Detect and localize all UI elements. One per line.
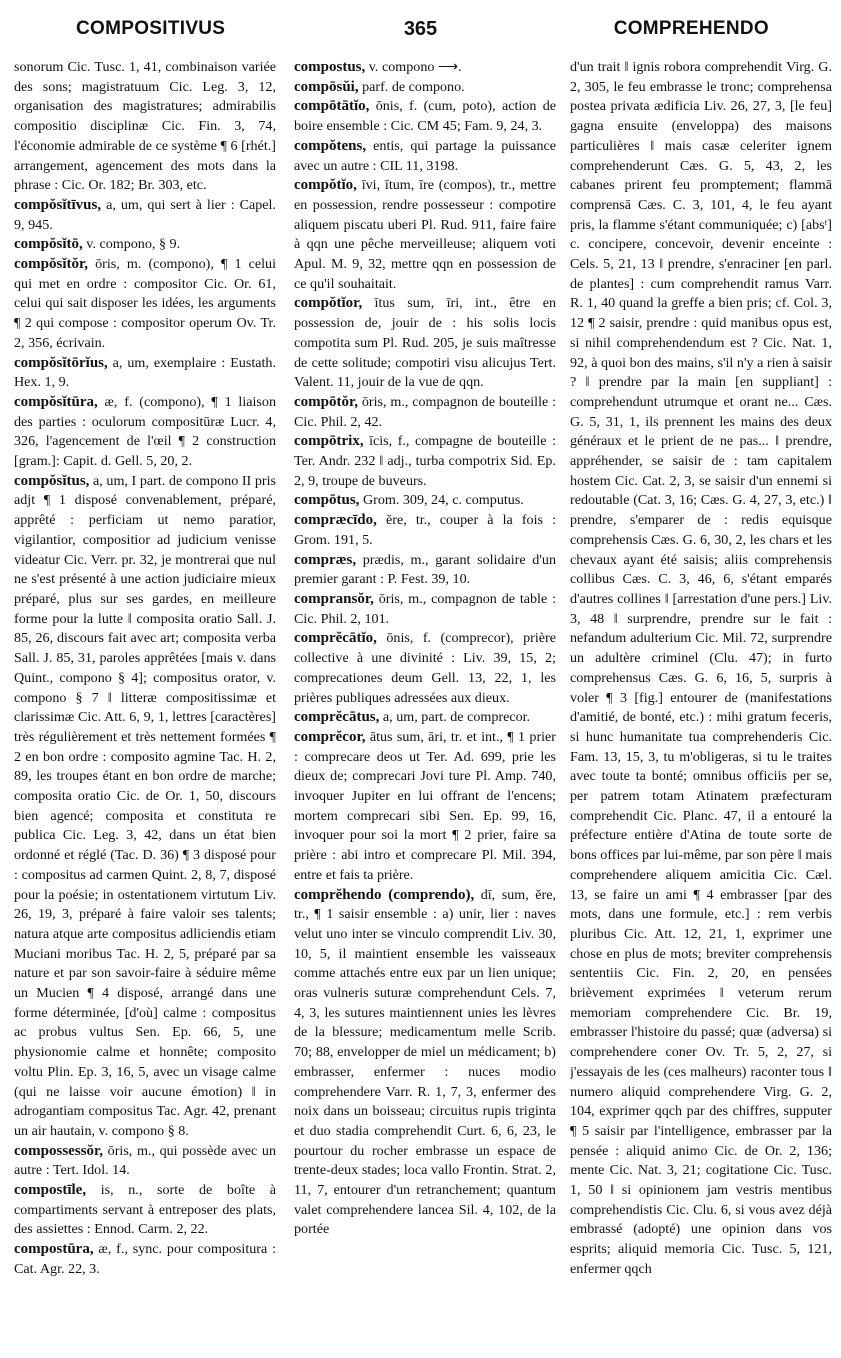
headword: compræs, [294, 551, 357, 568]
headword: compōtātĭo, [294, 98, 370, 115]
column-3 [570, 58, 832, 1348]
headword: comprĕcātus, [294, 709, 380, 726]
headword: compōsŭi, [294, 78, 359, 95]
dictionary-entry [294, 708, 556, 728]
dictionary-entry [294, 886, 556, 1241]
headword: compŏsĭtīvus, [14, 196, 102, 213]
dictionary-entry [294, 629, 556, 708]
entry-continuation [570, 58, 832, 1280]
headword: compŏtĭo, [294, 177, 357, 194]
headword: compōtŏr, [294, 393, 359, 410]
dictionary-entry [294, 728, 556, 886]
entry-text: Grom. 309, 24, c. computus. [359, 492, 524, 509]
entry-text: ĕre, tr., couper à la fois : Grom. 191, 5. [294, 512, 556, 548]
headword: compōtus, [294, 492, 360, 509]
headword: compŏsĭtūra, [14, 393, 98, 410]
dictionary-entry [294, 551, 556, 590]
headword: comprĕcātĭo, [294, 630, 377, 647]
entry-text: dī, sum, ĕre, tr., ¶ 1 saisir ensemble : a) unir, lier : naves velut uno inter se vinculo comprendit Liv. 30, 10, 5, il maintient ensemble les vaisseaux comme attachés entre eux par un lien unique; oras vulneris suturæ comprehendunt Cels. 7, 4, 3, les sutures maintiennent unies les lèvres de la blessure; medicamentum melle Scrib. 70; 88, envelopper de miel un médicament; b) embrasser, enfermer : nuces modio comprehendere Varr. R. 1, 7, 3, enfermer des noix dans un boisseau; circuitus rupis triginta et duo stadia comprehendit Curt. 6, 6, 23, le pourtour du rocher embrasse un espace de trente-deux stades; loca vallo Frontin. Strat. 2, 11, 7, entourer d'un retranchement; quantum valet comprehendere lancea Sil. 4, 102, de la portée [294, 886, 556, 1238]
headword: compossessŏr, [14, 1142, 104, 1159]
entry-text: ītus sum, īri, int., être en possession de, jouir de : his solis locis compotita sum Pl. Rud. 205, je suis maîtresse de cette solitude; compotiri visu alicujus Tert. Valent. 11, jouir de la vue de qqn. [294, 295, 556, 391]
entry-text: ōnis, f. (comprecor), prière collective à une divinité : Liv. 39, 15, 2; comprecationes deum Gell. 13, 22, 1, les prières publiques adressées aux dieux. [294, 630, 556, 706]
headword: compŏsĭtŏr, [14, 256, 89, 273]
dictionary-entry [294, 590, 556, 629]
headword: comprĕcor, [294, 728, 366, 745]
dictionary-entry [14, 1240, 276, 1279]
entry-text: ātus sum, āri, tr. et int., ¶ 1 prier : comprecare deos ut Ter. Ad. 699, prie les dieux de; comprecari Jovi ture Pl. Amp. 740, invoquer Jupiter en lui offrant de l'encens; mortem comprecari sibi Sen. Ep. 99, 16, invoquer pour soi la mort ¶ 2 prier, faire sa prière : abi intro et comprecare Pl. Mil. 394, entre et fais ta prière. [294, 728, 556, 883]
dictionary-entry [294, 58, 556, 78]
entry-text: is, n., sorte de boîte à compartiments servant à entreposer des plats, des assiettes : Ennod. Carm. 2, 22. [14, 1182, 276, 1238]
dictionary-entry [14, 1142, 276, 1181]
entry-text: parf. de compono. [358, 78, 465, 95]
entry-text: a, um, exemplaire : Eustath. Hex. 1, 9. [14, 354, 276, 391]
headword: compostus, [294, 59, 366, 75]
page-header [0, 14, 841, 50]
entry-text: æ, f., sync. pour compositura : Cat. Agr. 22, 3. [14, 1241, 276, 1277]
headword: compræcīdo, [294, 512, 377, 529]
entry-text: æ, f. (compono), ¶ 1 liaison des parties : oculorum compositūræ Lucr. 4, 326, l'agencement de l'œil ¶ 2 construction [gram.]: Capit. d. Gell. 5, 20, 2. [14, 393, 276, 470]
entry-text: ōnis, f. (cum, poto), action de boire ensemble : Cic. CM 45; Fam. 9, 24, 3. [294, 98, 556, 135]
headword: compōtrix, [294, 433, 364, 450]
headword: compransŏr, [294, 590, 374, 607]
dictionary-entry [294, 491, 556, 511]
dictionary-entry [294, 294, 556, 393]
headword: compŏsĭtō, [14, 236, 83, 253]
headword: comprĕhendo (comprendo), [294, 886, 475, 903]
dictionary-entry [294, 97, 556, 136]
dictionary-entry [14, 393, 276, 472]
dictionary-entry [294, 432, 556, 491]
page-number: 365 [403, 18, 438, 40]
entry-text: v. compono, § 9. [82, 236, 181, 253]
dictionary-entry [294, 511, 556, 550]
dictionary-entry [294, 393, 556, 432]
entry-text: ōris, m., compagnon de table : Cic. Phil. 2, 101. [294, 590, 556, 627]
running-head-right: COMPREHENDO [613, 18, 769, 39]
entry-text: īvi, ītum, īre (compos), tr., mettre en possession, rendre possesseur : compotire aliquem piscatu uberi Pl. Rud. 911, faire faire à qqn une pêche merveilleuse; aliquem voti Apul. M. 9, 32, mettre qqn en possession de ce qu'il souhaitait. [294, 177, 556, 292]
entry-text: ōris, m., compagnon de bouteille : Cic. Phil. 2, 42. [294, 393, 556, 430]
dictionary-entry [294, 176, 556, 294]
entry-text: a, um, part. de comprecor. [379, 709, 531, 726]
running-head-left: COMPOSITIVUS [76, 18, 226, 39]
entry-text: prædis, m., garant solidaire d'un premier garant : P. Fest. 39, 10. [294, 551, 556, 588]
entry-text: ōris, m. (compono), ¶ 1 celui qui met en ordre : compositor Cic. Or. 61, celui qui sait disposer les idées, les arguments ¶ 2 qui compose : compositor operum Ov. Tr. 2, 356, écrivain. [14, 256, 276, 351]
headword: compŏsĭtus, [14, 472, 90, 489]
entry-text: d'un trait ‖ ignis robora comprehendit Virg. G. 2, 305, le feu embrasse le tronc; comprehensa postea privata ædificia Liv. 26, 27, 3, [le feu] gagna ensuite (enveloppa) des maisons particulières ‖ mais casæ celeriter ignem comprehenderunt Cæs. G. 5, 43, 2, les cabanes prirent feu promptement; flammā comprensā Cæs. C. 3, 101, 4, le feu ayant pris, la flamme s'étant communiquée; c) [absᵗ] c. concipere, concevoir, devenir enceinte : Cels. 5, 21, 13 ‖ prendre, s'enraciner [en parl. de plantes] : cum comprehendit ramus Varr. R. 1, 40 quand la greffe a bien pris; cf. Col. 3, 12 ¶ 2 saisir, prendre : quid manibus opus est, si nihil comprehendendum est ? Cic. Nat. 1, 92, à quoi bon des mains, s'il n'y a rien à saisir ? ‖ prendre par la main [en suppliant] : comprehendunt utrumque et orant ne... Cæs. G. 5, 31, 1, ils prennent les mains des deux généraux et le prient de ne pas... ‖ prendre, appréhender, se saisir de : tam capitalem hostem Cic. Cat. 2, 3, se saisir d'un ennemi si redoutable (Cat. 3, 16; Cæs. G. 4, 27, 3, etc.) ‖ prendre, s'emparer de : redis equisque comprehensis Cæs. G. 6, 30, 2, les chars et les chevaux ayant été saisis; aliis comprehensis collibus Cæs. C. 3, 46, 6, s'étant emparés d'autres collines ‖ [arrestation d'une pers.] Liv. 3, 48 ‖ surprendre, prendre sur le fait : nefandum adulterium Cic. Mil. 72, surprendre un adultère criminel (Clu. 47); in furto comprehensus Cæs. G. 6, 16, 5, surpris à voler ¶ 3 [fig.] entourer de (manifestations d'amitié, de bonté, etc.) : mihi gratum feceris, si hunc humanitate tua comprehenderis Cic. Fam. 13, 15, 3, tu m'obligeras, si tu le traites avec toute ta bonté; omnibus officiis per se, per patrem totam Atinatem præfecturam comprehendit Cic. Planc. 47, il a entouré la préfecture entière d'Atina de toute sorte de bons offices par lui-même, par son père ‖ mais comprehendere aliquem amicitia Cic. Cæl. 13, se faire un ami ¶ 4 embrasser [par des mots, dans une formule, etc.] : rem verbis pluribus Cic. Att. 12, 21, 1, exprimer une chose en plus de mots; breviter comprehensis sententiis Cic. Fin. 2, 20, en pensées brièvement exprimées ‖ veterum rerum memoriam comprehendere Cic. Br. 19, embrasser l'histoire du passé; quæ (adversa) si comprehendere coner Ov. Tr. 5, 2, 27, si j'essayais de les (ces malheurs) raconter tous ‖ numero aliquid comprehendere Virg. G. 2, 104, exprimer qqch par des chiffres, supputer ¶ 5 saisir par l'intelligence, embrasser par la pensée : aliquid animo Cic. de Or. 2, 136; mente Cic. Nat. 3, 21; cogitatione Cic. Tusc. 1, 50 ‖ si opinionem jam vestris mentibus comprehendistis Cic. Clu. 6, si vous avez déjà embrassé (adopté) une opinion dans vos esprits; aliquid memoria Cic. Tusc. 5, 121, enfermer qqch [570, 59, 832, 1277]
dictionary-columns [14, 58, 832, 1348]
dictionary-entry [294, 137, 556, 176]
entry-text: entis, qui partage la puissance avec un autre : CIL 11, 3198. [294, 137, 556, 174]
entry-text: ōris, m., qui possède avec un autre : Tert. Idol. 14. [14, 1142, 276, 1179]
headword: compostīle, [14, 1182, 87, 1199]
entry-text: v. compono ⟶. [365, 59, 462, 75]
entry-continuation [14, 58, 276, 196]
headword: compŏsĭtōrĭus, [14, 354, 108, 371]
headword: compostūra, [14, 1241, 94, 1258]
column-2 [294, 58, 556, 1348]
dictionary-entry [14, 1181, 276, 1240]
entry-text: sonorum Cic. Tusc. 1, 41, combinaison variée des sons; magistratuum Cic. Leg. 3, 12, organisation des magistratures; admirabilis compositio disciplinæ Cic. Fin. 3, 74, l'économie admirable de ce système ¶ 6 [rhét.] arrangement, agencement des mots dans la phrase : Cic. Or. 182; Br. 303, etc. [14, 59, 276, 194]
entry-text: a, um, qui sert à lier : Capel. 9, 945. [14, 196, 276, 233]
dictionary-entry [14, 196, 276, 235]
dictionary-entry [294, 78, 556, 98]
dictionary-entry [14, 235, 276, 255]
headword: compŏtens, [294, 137, 367, 154]
entry-text: a, um, I part. de compono II pris adjt ¶ 1 disposé convenablement, préparé, apprêté : perficiam ut nemo paratior, vigilantior, compositior ad judicium venisse videatur Cic. Verr. pr. 32, je montrerai que nul ne s'est présenté à une action judiciaire mieux préparé, plus sur ses gardes, en meilleure forme pour la lutte ‖ composita oratio Sall. J. 85, 26, discours fait avec art; composita verba Sall. J. 85, 31, paroles apprêtées [mais v. dans Quint., compono § 4]; compositus orator, v. compono § 7 ‖ litteræ compositissimæ et clarissimæ Cic. Att. 6, 9, 1, lettres [caractères] très régulièrement et très nettement formées ¶ 2 en bon ordre : composito agmine Tac. H. 2, 89, les troupes étant en bon ordre de marche; composita oratio Cic. de Or. 1, 50, discours bien agencé; composita et constituta re publica Cic. Leg. 3, 42, dans un état bien ordonné et réglé (Tac. D. 36) ¶ 3 disposé pour : compositus ad carmen Quint. 2, 8, 7, disposé pour la poésie; in ostentationem virtutum Liv. 26, 19, 3, préparé à faire valoir ses talents; natura atque arte compositus adliciendis etiam Muciani moribus Tac. H. 2, 5, préparé par sa nature et par son savoir-faire à séduire même un Mucien ¶ 4 disposé, arrangé dans une forme déterminée, [d'où] calme : compositus ac probus vultus Sen. Ep. 66, 5, une physionomie calme et honnête; composito voltu Plin. Ep. 3, 16, 5, avec un visage calme (qui ne laisse voir aucune émotion) ‖ in adrogantiam compositus Tac. Agr. 42, prenant un air hautain, v. compono § 8. [14, 472, 276, 1139]
dictionary-entry [14, 354, 276, 393]
entry-text: īcis, f., compagne de bouteille : Ter. Andr. 232 ‖ adj., turba compotrix Sid. Ep. 2, 9, troupe de buveurs. [294, 433, 556, 489]
headword: compŏtĭor, [294, 295, 363, 312]
column-1 [14, 58, 276, 1348]
dictionary-entry [14, 472, 276, 1142]
dictionary-entry [14, 255, 276, 354]
